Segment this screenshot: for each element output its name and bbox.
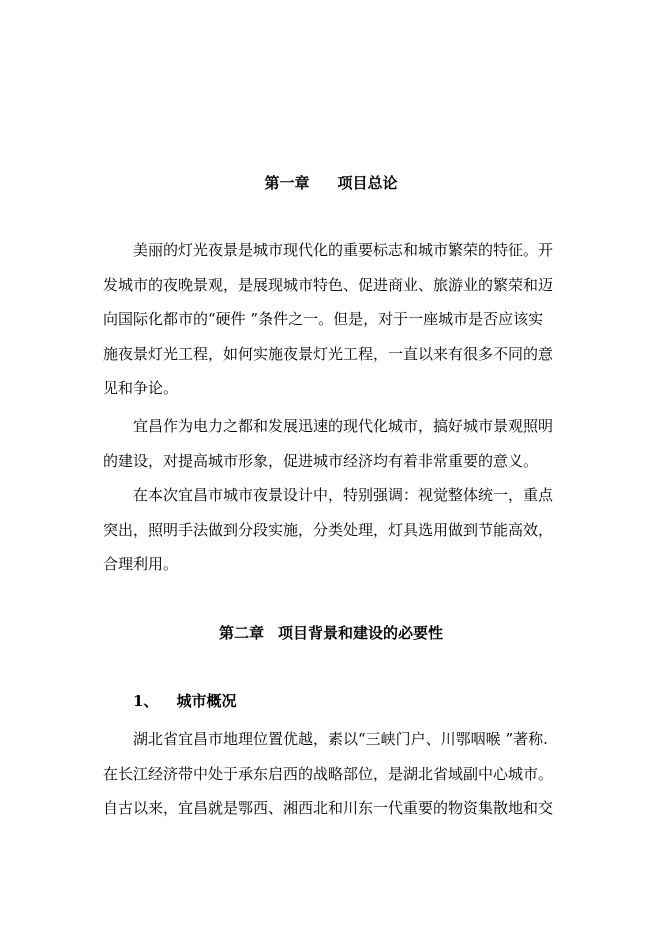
paragraph-line: 合理利用。	[103, 555, 179, 573]
paragraph-line: 在长江经济带中处于承东启西的战略部位，是湖北省域副中心城市。	[103, 764, 554, 783]
section1-heading	[133, 691, 236, 711]
chapter1-number: 第一章	[264, 174, 310, 192]
paragraph-line: 自古以来，宜昌就是鄂西、湘西北和川东一代重要的物资集散地和交	[103, 799, 554, 817]
chapter1-heading	[0, 173, 662, 193]
section1-paragraph	[103, 722, 579, 826]
paragraph-line: 宜昌作为电力之都和发展迅速的现代化城市，搞好城市景观照明	[133, 417, 554, 435]
paragraph-line: 发城市的夜晚景观，是展现城市特色、促进商业、旅游业的繁荣和迈	[103, 275, 554, 294]
chapter2-number: 第二章	[218, 624, 264, 642]
paragraph-line: 美丽的灯光夜景是城市现代化的重要标志和城市繁荣的特征。开	[133, 241, 554, 259]
section1-number: 1、	[133, 692, 159, 710]
chapter1-paragraph-1	[103, 233, 579, 406]
chapter1-paragraph-2	[103, 409, 579, 478]
chapter1-title: 项目总论	[337, 174, 398, 192]
paragraph-line: 向国际化都市的“硬件 ”条件之一。但是，对于一座城市是否应该实	[103, 310, 544, 328]
paragraph-line: 湖北省宜昌市地理位置优越，素以“三峡门户、川鄂咽喉 ”著称.	[133, 730, 548, 748]
chapter1-paragraph-3	[103, 478, 579, 582]
paragraph-line: 施夜景灯光工程，如何实施夜景灯光工程，一直以来有很多不同的意	[103, 344, 554, 363]
paragraph-line: 突出，照明手法做到分段实施，分类处理，灯具选用做到节能高效，	[103, 520, 554, 539]
paragraph-line: 在本次宜昌市城市夜景设计中，特别强调：视觉整体统一，重点	[133, 486, 554, 504]
chapter2-title: 项目背景和建设的必要性	[278, 624, 444, 642]
section1-title: 城市概况	[176, 692, 237, 710]
paragraph-line: 的建设，对提高城市形象，促进城市经济均有着非常重要的意义。	[103, 451, 539, 470]
paragraph-line: 见和争论。	[103, 379, 179, 397]
chapter2-heading	[0, 623, 662, 643]
